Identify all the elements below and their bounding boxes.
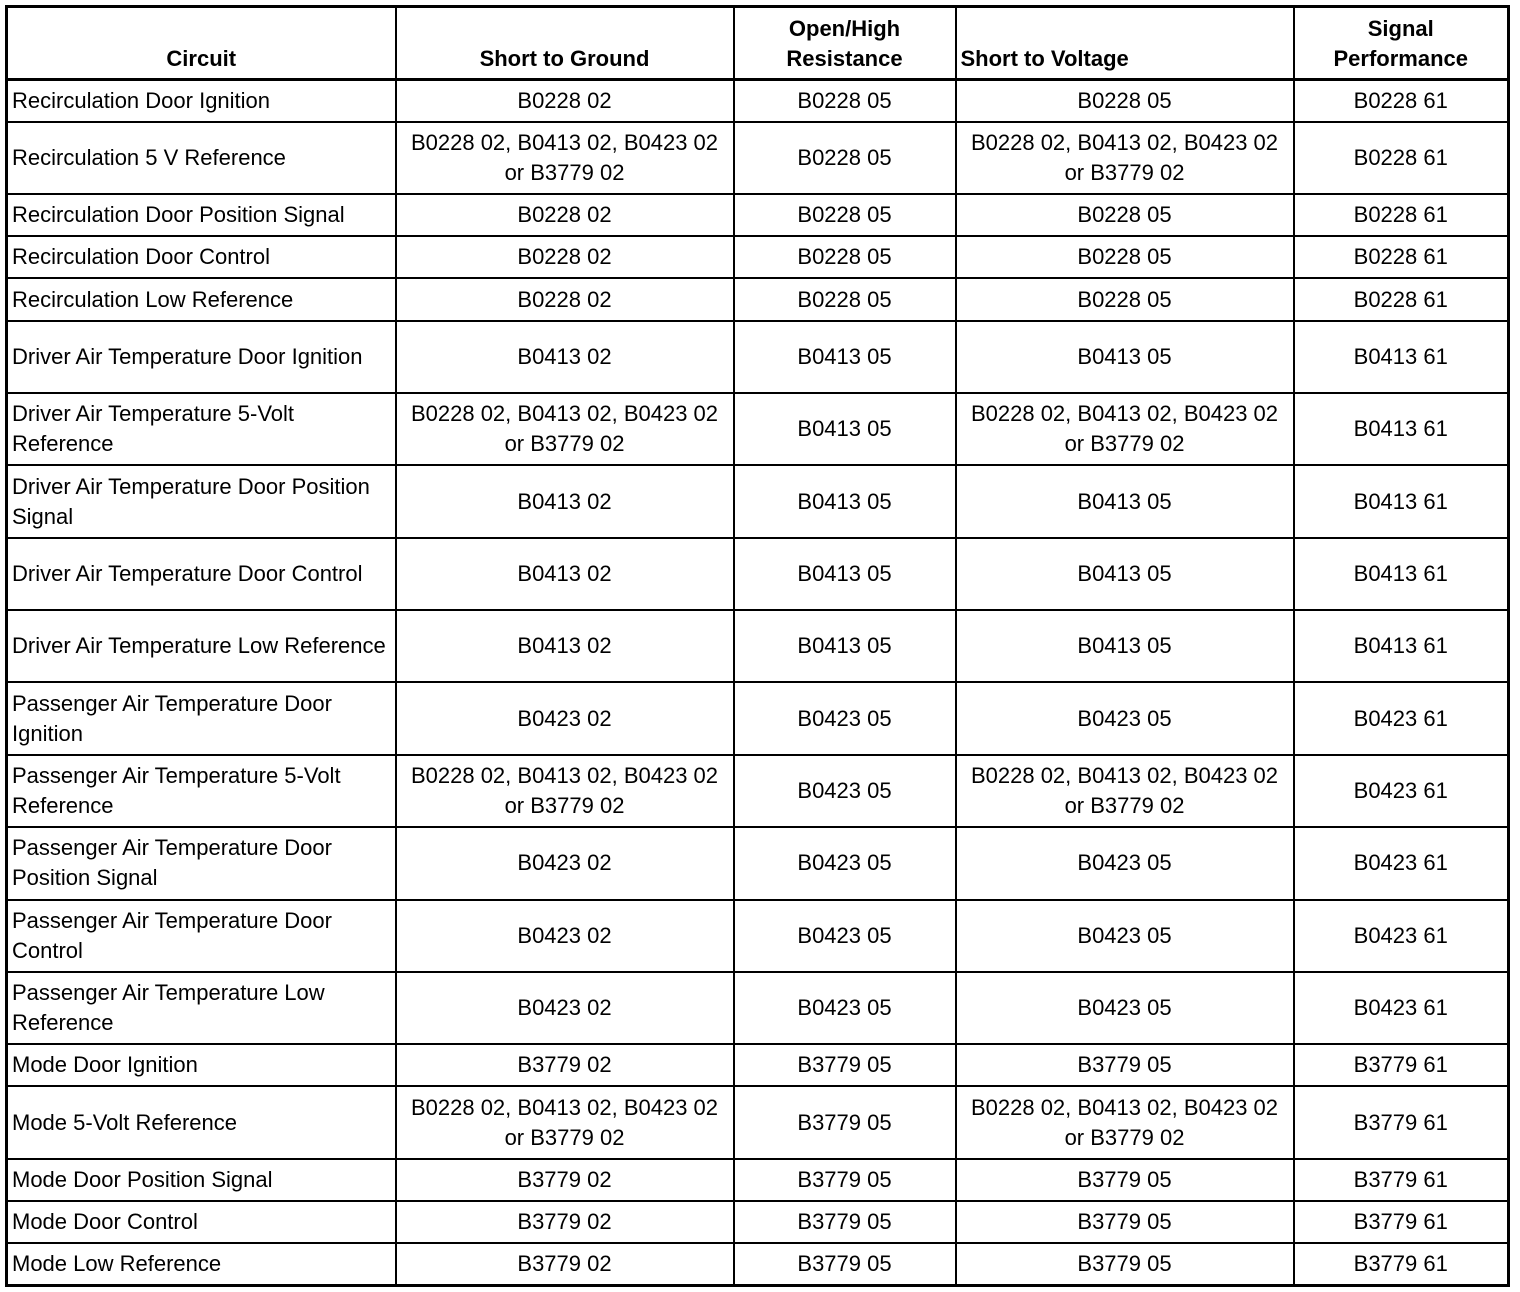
cell-circuit: Driver Air Temperature Door Control xyxy=(7,538,396,610)
cell-open-high-resistance: B3779 05 xyxy=(734,1201,956,1243)
cell-signal-performance: B3779 61 xyxy=(1294,1086,1509,1158)
cell-short-to-voltage: B3779 05 xyxy=(956,1044,1294,1086)
cell-signal-performance: B3779 61 xyxy=(1294,1201,1509,1243)
table-row xyxy=(7,755,1509,827)
table-row xyxy=(7,321,1509,393)
cell-signal-performance: B0423 61 xyxy=(1294,972,1509,1044)
cell-short-to-ground: B0228 02 xyxy=(396,278,734,320)
table-row xyxy=(7,538,1509,610)
cell-circuit: Mode 5-Volt Reference xyxy=(7,1086,396,1158)
table-row xyxy=(7,194,1509,236)
cell-open-high-resistance: B0413 05 xyxy=(734,610,956,682)
table-row xyxy=(7,1159,1509,1201)
cell-circuit: Recirculation Door Control xyxy=(7,236,396,278)
cell-short-to-ground: B0228 02, B0413 02, B0423 02 or B3779 02 xyxy=(396,755,734,827)
cell-short-to-voltage: B0413 05 xyxy=(956,465,1294,537)
table-row xyxy=(7,827,1509,899)
cell-signal-performance: B0228 61 xyxy=(1294,122,1509,194)
cell-circuit: Passenger Air Temperature Door Ignition xyxy=(7,682,396,754)
cell-open-high-resistance: B3779 05 xyxy=(734,1159,956,1201)
cell-short-to-voltage: B0413 05 xyxy=(956,321,1294,393)
table-row xyxy=(7,236,1509,278)
table-row xyxy=(7,393,1509,465)
cell-short-to-ground: B0228 02 xyxy=(396,80,734,122)
cell-signal-performance: B3779 61 xyxy=(1294,1044,1509,1086)
cell-circuit: Passenger Air Temperature Door Control xyxy=(7,900,396,972)
header-open-high-resistance: Open/High Resistance xyxy=(734,7,956,80)
cell-short-to-ground: B3779 02 xyxy=(396,1201,734,1243)
cell-short-to-voltage: B0423 05 xyxy=(956,682,1294,754)
cell-signal-performance: B0228 61 xyxy=(1294,236,1509,278)
cell-short-to-ground: B0228 02, B0413 02, B0423 02 or B3779 02 xyxy=(396,1086,734,1158)
dtc-circuit-table xyxy=(5,5,1510,1287)
table-row xyxy=(7,900,1509,972)
cell-circuit: Driver Air Temperature Low Reference xyxy=(7,610,396,682)
cell-signal-performance: B3779 61 xyxy=(1294,1159,1509,1201)
cell-short-to-ground: B0413 02 xyxy=(396,465,734,537)
cell-short-to-ground: B0413 02 xyxy=(396,321,734,393)
cell-open-high-resistance: B0228 05 xyxy=(734,122,956,194)
cell-signal-performance: B0423 61 xyxy=(1294,755,1509,827)
table-row xyxy=(7,610,1509,682)
cell-signal-performance: B0423 61 xyxy=(1294,682,1509,754)
cell-short-to-voltage: B0228 02, B0413 02, B0423 02 or B3779 02 xyxy=(956,122,1294,194)
cell-short-to-voltage: B0228 02, B0413 02, B0423 02 or B3779 02 xyxy=(956,1086,1294,1158)
cell-circuit: Recirculation 5 V Reference xyxy=(7,122,396,194)
cell-signal-performance: B0413 61 xyxy=(1294,538,1509,610)
table-row xyxy=(7,1044,1509,1086)
table-row xyxy=(7,465,1509,537)
cell-short-to-voltage: B3779 05 xyxy=(956,1159,1294,1201)
cell-short-to-ground: B0228 02, B0413 02, B0423 02 or B3779 02 xyxy=(396,393,734,465)
cell-short-to-voltage: B3779 05 xyxy=(956,1201,1294,1243)
cell-circuit: Mode Door Ignition xyxy=(7,1044,396,1086)
cell-open-high-resistance: B0413 05 xyxy=(734,538,956,610)
table-row xyxy=(7,122,1509,194)
table-row xyxy=(7,1201,1509,1243)
cell-short-to-ground: B0423 02 xyxy=(396,900,734,972)
cell-short-to-voltage: B0413 05 xyxy=(956,610,1294,682)
cell-short-to-ground: B3779 02 xyxy=(396,1243,734,1285)
cell-circuit: Mode Low Reference xyxy=(7,1243,396,1285)
cell-open-high-resistance: B0423 05 xyxy=(734,755,956,827)
cell-short-to-ground: B0423 02 xyxy=(396,827,734,899)
cell-circuit: Passenger Air Temperature Door Position Signal xyxy=(7,827,396,899)
cell-short-to-ground: B0228 02 xyxy=(396,236,734,278)
cell-open-high-resistance: B0228 05 xyxy=(734,278,956,320)
cell-short-to-ground: B3779 02 xyxy=(396,1044,734,1086)
cell-open-high-resistance: B0228 05 xyxy=(734,194,956,236)
header-signal-performance: Signal Performance xyxy=(1294,7,1509,80)
table-row xyxy=(7,278,1509,320)
header-short-to-ground: Short to Ground xyxy=(396,7,734,80)
cell-open-high-resistance: B3779 05 xyxy=(734,1086,956,1158)
cell-short-to-voltage: B0423 05 xyxy=(956,900,1294,972)
cell-open-high-resistance: B0423 05 xyxy=(734,900,956,972)
cell-short-to-ground: B0423 02 xyxy=(396,682,734,754)
cell-signal-performance: B0413 61 xyxy=(1294,610,1509,682)
cell-circuit: Driver Air Temperature Door Ignition xyxy=(7,321,396,393)
cell-signal-performance: B0423 61 xyxy=(1294,900,1509,972)
table-header-row xyxy=(7,7,1509,80)
cell-circuit: Passenger Air Temperature Low Reference xyxy=(7,972,396,1044)
cell-open-high-resistance: B0423 05 xyxy=(734,972,956,1044)
cell-open-high-resistance: B0413 05 xyxy=(734,321,956,393)
cell-short-to-voltage: B0228 05 xyxy=(956,278,1294,320)
table-row xyxy=(7,1086,1509,1158)
cell-signal-performance: B0228 61 xyxy=(1294,80,1509,122)
cell-short-to-ground: B0423 02 xyxy=(396,972,734,1044)
cell-circuit: Passenger Air Temperature 5-Volt Reference xyxy=(7,755,396,827)
cell-open-high-resistance: B3779 05 xyxy=(734,1044,956,1086)
cell-open-high-resistance: B0228 05 xyxy=(734,80,956,122)
table-body xyxy=(7,80,1509,1286)
dtc-table-container xyxy=(5,5,1507,1287)
cell-circuit: Recirculation Door Position Signal xyxy=(7,194,396,236)
cell-signal-performance: B0423 61 xyxy=(1294,827,1509,899)
cell-short-to-voltage: B0228 05 xyxy=(956,194,1294,236)
cell-open-high-resistance: B0413 05 xyxy=(734,465,956,537)
table-row xyxy=(7,972,1509,1044)
cell-open-high-resistance: B0423 05 xyxy=(734,682,956,754)
table-row xyxy=(7,682,1509,754)
cell-short-to-voltage: B0228 05 xyxy=(956,236,1294,278)
cell-circuit: Mode Door Control xyxy=(7,1201,396,1243)
cell-circuit: Driver Air Temperature Door Position Signal xyxy=(7,465,396,537)
cell-circuit: Driver Air Temperature 5-Volt Reference xyxy=(7,393,396,465)
cell-open-high-resistance: B3779 05 xyxy=(734,1243,956,1285)
cell-signal-performance: B3779 61 xyxy=(1294,1243,1509,1285)
cell-short-to-ground: B0228 02, B0413 02, B0423 02 or B3779 02 xyxy=(396,122,734,194)
cell-open-high-resistance: B0413 05 xyxy=(734,393,956,465)
cell-circuit: Recirculation Low Reference xyxy=(7,278,396,320)
cell-short-to-voltage: B0423 05 xyxy=(956,827,1294,899)
cell-signal-performance: B0413 61 xyxy=(1294,321,1509,393)
cell-short-to-ground: B0413 02 xyxy=(396,610,734,682)
cell-open-high-resistance: B0423 05 xyxy=(734,827,956,899)
cell-short-to-ground: B0228 02 xyxy=(396,194,734,236)
cell-short-to-voltage: B3779 05 xyxy=(956,1243,1294,1285)
header-circuit: Circuit xyxy=(7,7,396,80)
cell-short-to-ground: B3779 02 xyxy=(396,1159,734,1201)
cell-short-to-voltage: B0228 05 xyxy=(956,80,1294,122)
cell-short-to-voltage: B0228 02, B0413 02, B0423 02 or B3779 02 xyxy=(956,755,1294,827)
cell-short-to-voltage: B0413 05 xyxy=(956,538,1294,610)
cell-signal-performance: B0228 61 xyxy=(1294,194,1509,236)
cell-open-high-resistance: B0228 05 xyxy=(734,236,956,278)
table-row xyxy=(7,1243,1509,1285)
cell-short-to-voltage: B0423 05 xyxy=(956,972,1294,1044)
cell-signal-performance: B0413 61 xyxy=(1294,393,1509,465)
cell-short-to-voltage: B0228 02, B0413 02, B0423 02 or B3779 02 xyxy=(956,393,1294,465)
cell-circuit: Recirculation Door Ignition xyxy=(7,80,396,122)
cell-signal-performance: B0413 61 xyxy=(1294,465,1509,537)
header-short-to-voltage: Short to Voltage xyxy=(956,7,1294,80)
cell-circuit: Mode Door Position Signal xyxy=(7,1159,396,1201)
cell-signal-performance: B0228 61 xyxy=(1294,278,1509,320)
table-row xyxy=(7,80,1509,122)
cell-short-to-ground: B0413 02 xyxy=(396,538,734,610)
